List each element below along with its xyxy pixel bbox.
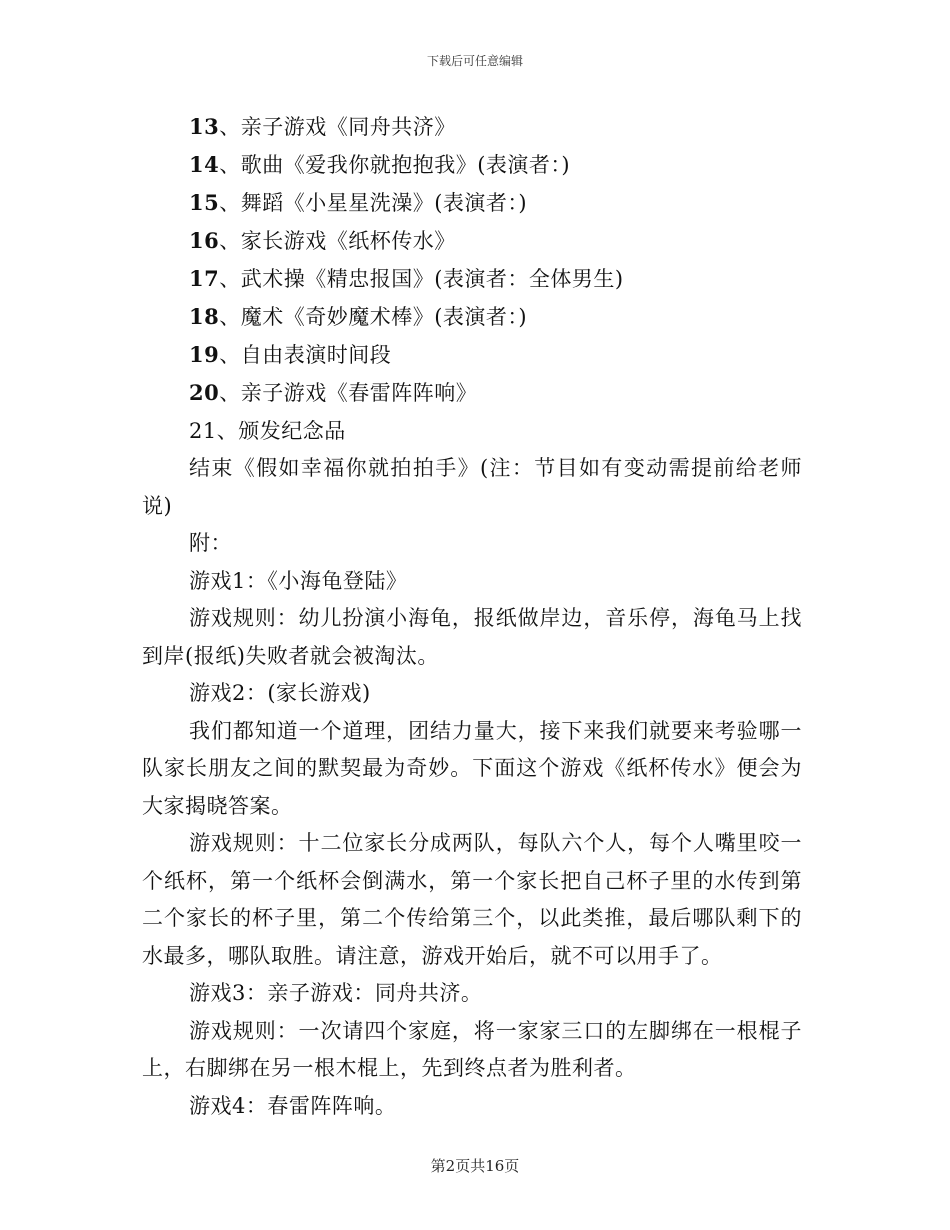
document-body (142, 108, 802, 1125)
program-item: 17、武术操《精忠报国》(表演者：全体男生) (189, 266, 624, 291)
closing-paragraph: 结束《假如幸福你就拍拍手》(注：节目如有变动需提前给老师说) (142, 456, 802, 518)
game2-intro: 我们都知道一个道理，团结力量大，接下来我们就要来考验哪一队家长朋友之间的默契最为奇妙。下面这个游戏《纸杯传水》便会为大家揭晓答案。 (142, 718, 802, 818)
game3-rule: 游戏规则：一次请四个家庭，将一家家三口的左脚绑在一根棍子上，右脚绑在另一根木棍上，先到终点者为胜利者。 (142, 1018, 802, 1080)
game1-title: 游戏1：《小海龟登陆》 (189, 568, 408, 593)
program-item: 15、舞蹈《小星星洗澡》(表演者：) (189, 190, 528, 215)
page-header: 下载后可任意编辑 (426, 54, 523, 68)
program-item: 19、自由表演时间段 (189, 342, 392, 367)
program-item: 16、家长游戏《纸杯传水》 (189, 228, 456, 253)
program-item: 14、歌曲《爱我你就抱抱我》(表演者：) (189, 152, 571, 177)
program-item: 13、亲子游戏《同舟共济》 (189, 114, 456, 139)
game3-title: 游戏3：亲子游戏：同舟共济。 (189, 981, 483, 1005)
game2-rule: 游戏规则：十二位家长分成两队，每队六个人，每个人嘴里咬一个纸杯，第一个纸杯会倒满水，第一个家长把自己杯子里的水传到第二个家长的杯子里，第二个传给第三个，以此类推，最后哪队剩下的水最多，哪队取胜。请注意，游戏开始后，就不可以用手了。 (142, 831, 802, 968)
game4-title: 游戏4：春雷阵阵响。 (189, 1093, 397, 1118)
game2-title: 游戏2：(家长游戏) (189, 681, 371, 705)
page-footer: 第2页共16页 (430, 1157, 520, 1175)
program-item: 21、颁发纪念品 (189, 419, 346, 443)
appendix-label: 附： (189, 531, 232, 555)
game1-rule: 游戏规则：幼儿扮演小海龟，报纸做岸边，音乐停，海龟马上找到岸(报纸)失败者就会被淘汰。 (142, 606, 802, 668)
program-item: 18、魔术《奇妙魔术棒》(表演者：) (189, 304, 528, 329)
program-item: 20、亲子游戏《春雷阵阵响》 (189, 380, 478, 405)
